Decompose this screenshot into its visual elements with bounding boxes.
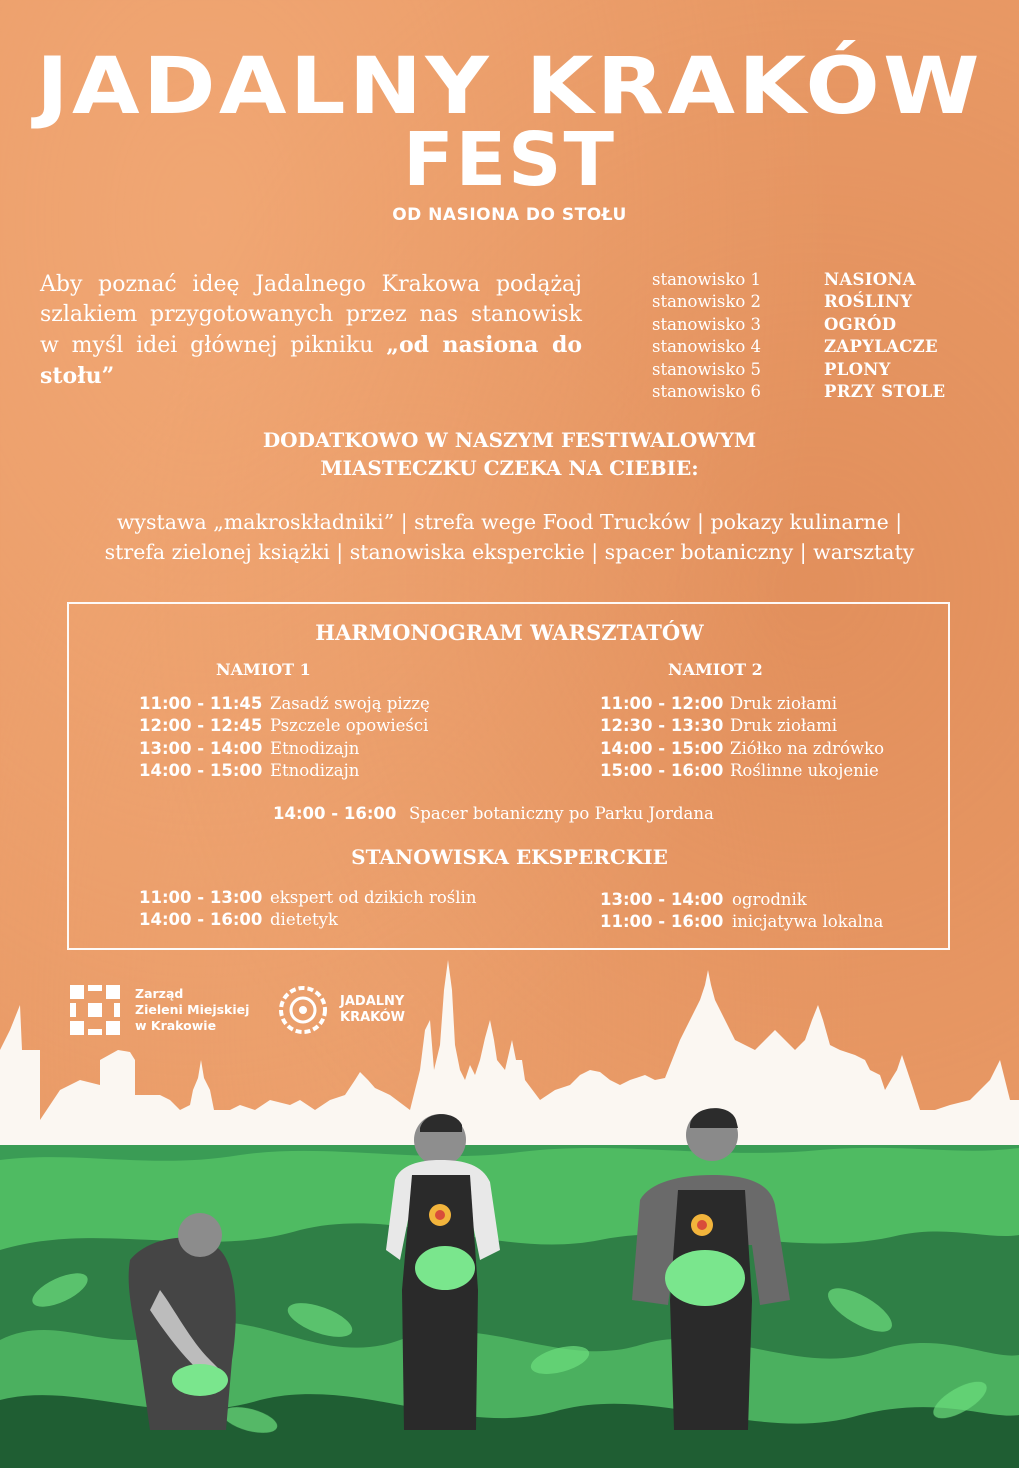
schedule-time: 14:00 - 16:00 (139, 910, 263, 930)
schedule-item: Ziółko na zdrówko (730, 738, 885, 758)
station-name: ZAPYLACZE (824, 337, 938, 357)
tent1-schedule (139, 692, 430, 782)
intro-paragraph (40, 270, 582, 392)
schedule-row (600, 737, 884, 760)
schedule-row (600, 760, 884, 783)
zzm-logo-text (135, 986, 249, 1034)
schedule-row (139, 737, 430, 760)
station-name: ROŚLINY (824, 292, 913, 312)
schedule-item: Spacer botaniczny po Parku Jordana (409, 803, 714, 823)
festival-title-line1: JADALNY KRAKÓW (36, 42, 983, 132)
schedule-row (139, 886, 476, 909)
zzm-logo-mark-icon (70, 985, 120, 1035)
schedule-item: Druk ziołami (730, 716, 838, 736)
festival-subtitle: OD NASIONA DO STOŁU (392, 205, 627, 225)
extra-heading (0, 426, 1019, 482)
tent2-label: NAMIOT 2 (668, 660, 763, 679)
station-row (652, 381, 972, 404)
zzm-logo-line3: w Krakowie (135, 1018, 217, 1033)
station-row (652, 358, 972, 381)
station-name: OGRÓD (824, 314, 897, 334)
tent2-schedule (600, 692, 884, 782)
schedule-time: 11:00 - 13:00 (139, 887, 263, 907)
schedule-row (600, 692, 884, 715)
schedule-row (139, 909, 476, 932)
schedule-row (139, 715, 430, 738)
schedule-time: 14:00 - 15:00 (139, 761, 263, 781)
schedule-row (600, 911, 883, 934)
extra-heading-line2: MIASTECZKU CZEKA NA CIEBIE: (320, 456, 699, 480)
schedule-time: 11:00 - 12:00 (600, 693, 724, 713)
festival-title-line2: FEST (403, 117, 616, 203)
schedule-time: 15:00 - 16:00 (600, 761, 724, 781)
station-label: stanowisko 6 (652, 382, 762, 402)
intro-text: Aby poznać ideę Jadalnego Krakowa podążaj szlakiem przygotowanych przez nas stanowisk w myśl idei głównej pikniku (40, 272, 582, 358)
jk-logo-line1: JADALNY (340, 994, 405, 1009)
experts-right (600, 888, 883, 933)
station-row (652, 336, 972, 359)
schedule-time: 13:00 - 14:00 (139, 738, 263, 758)
schedule-row (600, 888, 883, 911)
schedule-item: ekspert od dzikich roślin (270, 887, 477, 907)
schedule-row (273, 802, 714, 825)
jadalny-krakow-logo-text (340, 994, 405, 1026)
schedule-item: dietetyk (270, 910, 338, 930)
schedule-item: Etnodizajn (270, 761, 360, 781)
schedule-item: inicjatywa lokalna (732, 912, 884, 932)
schedule-row (139, 760, 430, 783)
experts-left (139, 886, 476, 931)
schedule-item: Druk ziołami (730, 693, 838, 713)
schedule-item: Pszczele opowieści (270, 716, 429, 736)
schedule-time: 11:00 - 11:45 (139, 693, 263, 713)
schedule-row (139, 692, 430, 715)
jadalny-krakow-logo (276, 983, 405, 1037)
station-name: PLONY (824, 359, 891, 379)
station-label: stanowisko 5 (652, 359, 762, 379)
activities-line2: strefa zielonej książki | stanowiska eksperckie | spacer botaniczny | warsztaty (104, 540, 915, 564)
extra-heading-line1: DODATKOWO W NASZYM FESTIWALOWYM (262, 428, 757, 452)
schedule-title: HARMONOGRAM WARSZTATÓW (315, 620, 704, 645)
schedule-item: Roślinne ukojenie (730, 761, 879, 781)
activities-line1: wystawa „makroskładniki” | strefa wege Food Trucków | pokazy kulinarne | (116, 510, 903, 534)
schedule-row (600, 715, 884, 738)
jadalny-krakow-wreath-icon (276, 983, 330, 1037)
schedule-time: 12:00 - 12:45 (139, 716, 263, 736)
zzm-logo-line2: Zieleni Miejskiej (135, 1002, 250, 1017)
station-row (652, 268, 972, 291)
station-label: stanowisko 3 (652, 314, 762, 334)
intro-highlight: „od nasiona do stołu” (40, 332, 582, 389)
station-row (652, 291, 972, 314)
stations-list (652, 268, 972, 403)
station-name: PRZY STOLE (824, 382, 946, 402)
tent1-label: NAMIOT 1 (216, 660, 311, 679)
zzm-logo (70, 985, 249, 1035)
station-label: stanowisko 4 (652, 337, 762, 357)
krakow-skyline-garden-illustration (0, 960, 1019, 1468)
station-name: NASIONA (824, 269, 916, 289)
experts-title: STANOWISKA EKSPERCKIE (351, 845, 668, 869)
jk-logo-line2: KRAKÓW (340, 1010, 406, 1025)
activities-list (0, 507, 1019, 567)
schedule-item: Zasadź swoją pizzę (270, 693, 430, 713)
schedule-time: 12:30 - 13:30 (600, 716, 724, 736)
botanical-walk (273, 802, 714, 825)
station-label: stanowisko 1 (652, 269, 762, 289)
schedule-time: 11:00 - 16:00 (600, 912, 724, 932)
schedule-time: 14:00 - 15:00 (600, 738, 724, 758)
schedule-time: 14:00 - 16:00 (273, 803, 397, 823)
schedule-item: Etnodizajn (270, 738, 360, 758)
schedule-time: 13:00 - 14:00 (600, 889, 724, 909)
station-label: stanowisko 2 (652, 292, 762, 312)
schedule-item: ogrodnik (732, 889, 807, 909)
station-row (652, 313, 972, 336)
zzm-logo-line1: Zarząd (135, 986, 184, 1001)
